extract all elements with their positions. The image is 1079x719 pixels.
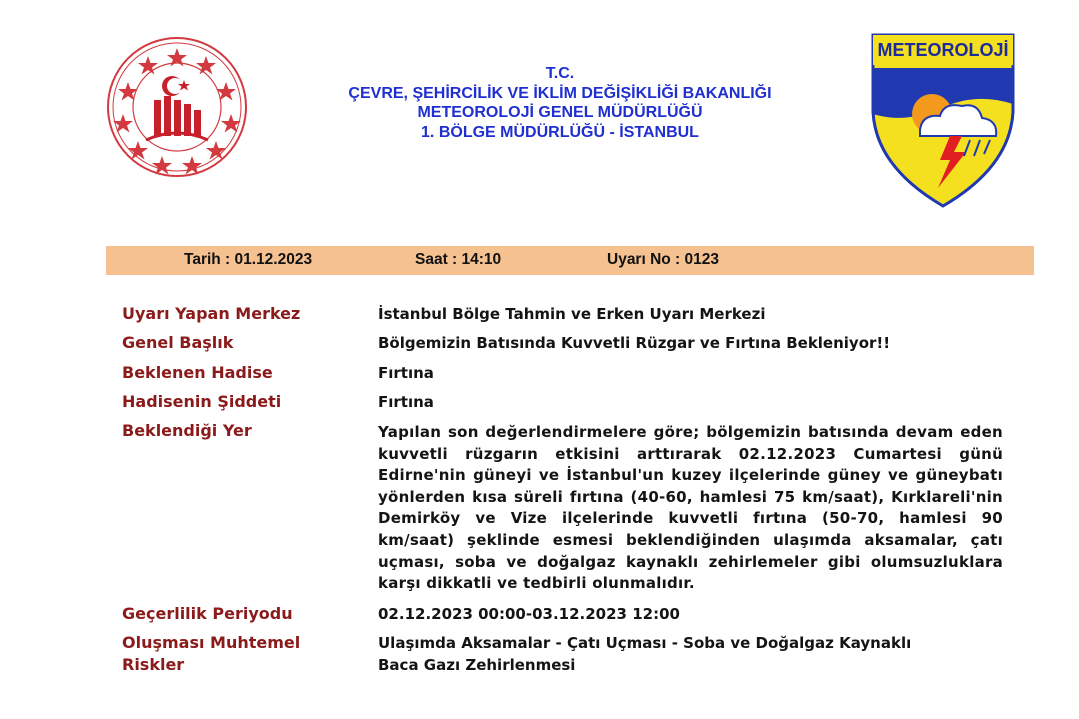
header-line-ministry: ÇEVRE, ŞEHİRCİLİK VE İKLİM DEĞİŞİKLİĞİ BAKANLIĞI xyxy=(348,84,772,102)
headline-value: Bölgemizin Batısında Kuvvetli Rüzgar ve Fırtına Bekleniyor!! xyxy=(378,334,891,352)
risks-label-line1: Oluşması Muhtemel xyxy=(122,633,301,652)
ministry-seal-logo xyxy=(106,36,248,178)
warning-info-bar xyxy=(106,246,1034,275)
severity-value: Fırtına xyxy=(378,393,434,411)
date-text: Tarih : 01.12.2023 xyxy=(184,251,313,268)
event-value: Fırtına xyxy=(378,364,434,382)
headline-label: Genel Başlık xyxy=(122,333,234,352)
center-value: İstanbul Bölge Tahmin ve Erken Uyarı Merkezi xyxy=(378,305,766,323)
risks-value-line2: Baca Gazı Zehirlenmesi xyxy=(378,656,576,674)
center-label: Uyarı Yapan Merkez xyxy=(122,304,301,323)
warning-number-text: Uyarı No : 0123 xyxy=(607,251,719,268)
header-line-region: 1. BÖLGE MÜDÜRLÜĞÜ - İSTANBUL xyxy=(421,123,699,141)
validity-value: 02.12.2023 00:00-03.12.2023 12:00 xyxy=(378,605,680,623)
location-description: Yapılan son değerlendirmelere göre; bölgemizin batısında devam eden kuvvetli rüzgarın etkisini arttırarak 02.12.2023 Cumartesi günü Edirne'nin güneyi ve İstanbul'un kuzey ilçelerinde güney ve güneybatı yönlerden kısa süreli fırtına (40-60, hamlesi 75 km/saat), Kırklareli'nin Demirköy ve Vize ilçelerinde kuvvetli fırtına (50-70, hamlesi 90 km/saat) şeklinde esmesi beklendiğinden ulaşımda aksamalar, çatı uçması, soba ve doğalgaz kaynaklı zehirlemeler gibi olumsuzluklara karşı dikkatli ve tedbirli olunmalıdır. xyxy=(378,423,1003,593)
logo-text: METEOROLOJİ xyxy=(877,40,1009,60)
header-line-tc: T.C. xyxy=(545,65,575,82)
risks-label-line2: Riskler xyxy=(122,655,185,674)
validity-label: Geçerlilik Periyodu xyxy=(122,604,293,623)
header-line-directorate: METEOROLOJİ GENEL MÜDÜRLÜĞÜ xyxy=(417,104,703,121)
time-text: Saat : 14:10 xyxy=(415,251,502,268)
meteoroloji-shield-logo xyxy=(870,32,1016,208)
location-label: Beklendiği Yer xyxy=(122,421,252,440)
ministry-header xyxy=(260,64,860,142)
severity-label: Hadisenin Şiddeti xyxy=(122,392,282,411)
event-label: Beklenen Hadise xyxy=(122,363,273,382)
risks-value-line1: Ulaşımda Aksamalar - Çatı Uçması - Soba ve Doğalgaz Kaynaklı xyxy=(378,634,912,652)
